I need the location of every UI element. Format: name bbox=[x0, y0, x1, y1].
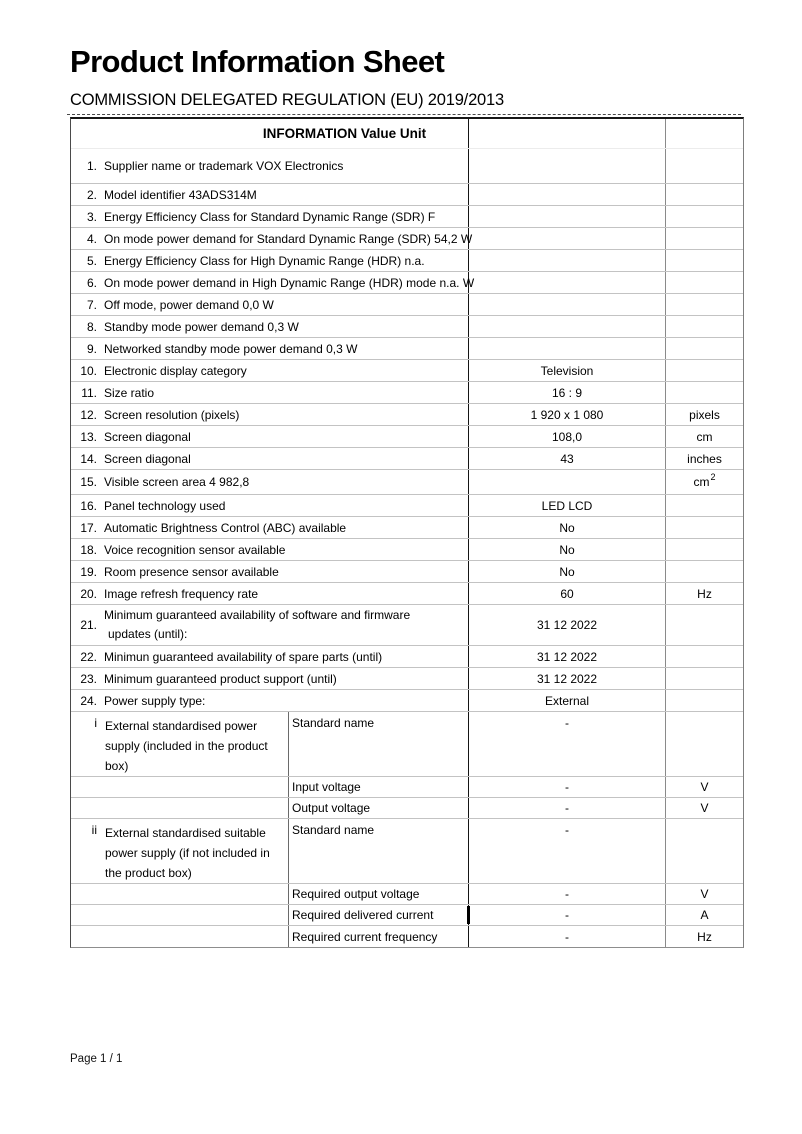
row-value bbox=[469, 250, 666, 271]
row-label-text: Off mode, power demand 0,0 W bbox=[104, 297, 274, 312]
row-number: 14. bbox=[80, 451, 97, 466]
row-label-text: Minimun guaranteed availability of spare parts (until) bbox=[104, 649, 383, 664]
row-sublabel: Required current frequency bbox=[289, 926, 469, 947]
row-number: 3. bbox=[86, 209, 97, 224]
row-label-text: Size ratio bbox=[104, 385, 155, 400]
row-label bbox=[71, 517, 469, 538]
table-header-label: INFORMATION Value Unit bbox=[71, 119, 469, 148]
table-row bbox=[71, 206, 743, 228]
unit-superscript: 2 bbox=[710, 472, 716, 482]
row-unit bbox=[666, 250, 743, 271]
row-label-text: Room presence sensor available bbox=[104, 564, 279, 579]
row-number: 15. bbox=[80, 475, 97, 489]
row-value bbox=[469, 228, 666, 249]
row-label-text: Minimum guaranteed availability of software and firmware updates (until): bbox=[104, 608, 411, 641]
row-unit bbox=[666, 206, 743, 227]
row-value bbox=[469, 470, 666, 494]
table-row bbox=[71, 184, 743, 206]
row-value bbox=[469, 294, 666, 315]
row-value bbox=[469, 272, 666, 293]
row-label bbox=[71, 690, 469, 711]
row-value: - bbox=[469, 884, 666, 904]
row-unit bbox=[666, 272, 743, 293]
row-value: 16 : 9 bbox=[469, 382, 666, 403]
row-label bbox=[71, 605, 469, 645]
row-number: 13. bbox=[80, 429, 97, 444]
row-label bbox=[71, 360, 469, 381]
row-label-text: Energy Efficiency Class for Standard Dynamic Range (SDR) F bbox=[104, 209, 436, 224]
row-value: LED LCD bbox=[469, 495, 666, 516]
table-body bbox=[71, 149, 743, 947]
row-label-text: Energy Efficiency Class for High Dynamic Range (HDR) n.a. bbox=[104, 253, 425, 268]
row-unit bbox=[666, 382, 743, 403]
row-value: 31 12 2022 bbox=[469, 646, 666, 667]
row-number: 24. bbox=[80, 693, 97, 708]
table-row bbox=[71, 798, 743, 819]
row-value: No bbox=[469, 561, 666, 582]
row-unit bbox=[666, 539, 743, 560]
row-unit: inches bbox=[687, 451, 722, 466]
row-unit: Hz bbox=[697, 929, 712, 944]
row-group-label-text: External standardised suitable power supply (if not included in the product box) bbox=[105, 826, 270, 880]
row-label bbox=[71, 382, 469, 403]
row-value: External bbox=[469, 690, 666, 711]
row-unit: V bbox=[700, 801, 709, 815]
row-unit: pixels bbox=[689, 407, 720, 422]
row-sublabel: Standard name bbox=[289, 712, 469, 776]
row-unit bbox=[666, 668, 743, 689]
row-unit bbox=[666, 646, 743, 667]
row-unit bbox=[666, 228, 743, 249]
row-label bbox=[71, 149, 469, 183]
table-row bbox=[71, 905, 743, 926]
table-row bbox=[71, 517, 743, 539]
row-value: No bbox=[469, 539, 666, 560]
row-unit: Hz bbox=[697, 586, 712, 601]
row-unit bbox=[666, 690, 743, 711]
row-label bbox=[71, 250, 469, 271]
row-label-text: Standby mode power demand 0,3 W bbox=[104, 319, 299, 334]
row-roman-numeral bbox=[77, 884, 97, 904]
row-unit bbox=[666, 561, 743, 582]
row-label bbox=[71, 426, 469, 447]
row-value: 1 920 x 1 080 bbox=[469, 404, 666, 425]
table-row bbox=[71, 382, 743, 404]
row-label-text: Screen diagonal bbox=[104, 451, 191, 466]
row-number: 4. bbox=[86, 231, 97, 246]
row-value: 31 12 2022 bbox=[469, 605, 666, 645]
row-unit bbox=[666, 360, 743, 381]
row-unit: cm bbox=[696, 429, 713, 444]
row-number: 7. bbox=[86, 297, 97, 312]
row-label bbox=[71, 646, 469, 667]
row-unit bbox=[666, 495, 743, 516]
row-number: 8. bbox=[86, 319, 97, 334]
row-unit bbox=[666, 517, 743, 538]
row-value: No bbox=[469, 517, 666, 538]
row-label bbox=[71, 338, 469, 359]
row-number: 21. bbox=[80, 618, 97, 632]
row-value: 43 bbox=[469, 448, 666, 469]
row-number: 5. bbox=[86, 253, 97, 268]
row-sublabel: Standard name bbox=[289, 819, 469, 883]
row-label bbox=[71, 272, 475, 293]
row-value: - bbox=[469, 798, 666, 818]
table-header-row bbox=[71, 119, 743, 149]
row-label-text: Supplier name or trademark VOX Electronics bbox=[104, 159, 344, 173]
row-roman-numeral: i bbox=[94, 716, 97, 730]
row-group-label bbox=[71, 798, 289, 818]
row-number: 20. bbox=[80, 586, 97, 601]
row-value bbox=[469, 338, 666, 359]
table-row bbox=[71, 404, 743, 426]
row-roman-numeral: ii bbox=[91, 823, 97, 837]
row-number: 23. bbox=[80, 671, 97, 686]
row-sublabel: Output voltage bbox=[289, 798, 469, 818]
table-row bbox=[71, 583, 743, 605]
row-label-text: Voice recognition sensor available bbox=[104, 542, 286, 557]
row-label-text: On mode power demand in High Dynamic Range (HDR) mode n.a. W bbox=[104, 275, 475, 290]
row-label bbox=[71, 316, 469, 337]
divider bbox=[67, 114, 741, 115]
table-row bbox=[71, 668, 743, 690]
row-roman-numeral bbox=[77, 905, 97, 925]
row-unit: V bbox=[700, 780, 709, 794]
row-number: 19. bbox=[80, 564, 97, 579]
row-unit bbox=[666, 294, 743, 315]
row-roman-numeral bbox=[77, 926, 97, 947]
table-row bbox=[71, 250, 743, 272]
row-value: - bbox=[469, 712, 666, 776]
row-number: 12. bbox=[80, 407, 97, 422]
table-row bbox=[71, 426, 743, 448]
row-value: - bbox=[469, 926, 666, 947]
row-value bbox=[469, 316, 666, 337]
row-label-text: Automatic Brightness Control (ABC) available bbox=[104, 520, 347, 535]
row-value: - bbox=[469, 777, 666, 797]
table-row bbox=[71, 819, 743, 884]
row-label-text: Screen diagonal bbox=[104, 429, 191, 444]
row-label-text: Screen resolution (pixels) bbox=[104, 407, 240, 422]
row-label-text: Networked standby mode power demand 0,3 W bbox=[104, 341, 358, 356]
table-row bbox=[71, 539, 743, 561]
table-row bbox=[71, 228, 743, 250]
row-label-text: Model identifier 43ADS314M bbox=[104, 187, 257, 202]
row-group-label bbox=[71, 905, 289, 925]
row-label bbox=[71, 228, 473, 249]
product-info-table bbox=[70, 117, 744, 948]
row-label bbox=[71, 495, 469, 516]
table-row bbox=[71, 272, 743, 294]
row-label bbox=[71, 184, 469, 205]
table-row bbox=[71, 294, 743, 316]
row-value bbox=[469, 149, 666, 183]
row-label-text: Minimum guaranteed product support (until) bbox=[104, 671, 337, 686]
row-value: - bbox=[469, 819, 666, 883]
row-label bbox=[71, 539, 469, 560]
row-unit bbox=[666, 184, 743, 205]
row-number: 22. bbox=[80, 649, 97, 664]
row-roman-numeral bbox=[77, 777, 97, 797]
row-value bbox=[469, 206, 666, 227]
table-row bbox=[71, 926, 743, 947]
table-header-unit-cell bbox=[666, 119, 743, 148]
row-unit: V bbox=[700, 887, 709, 901]
row-value: 108,0 bbox=[469, 426, 666, 447]
row-unit bbox=[666, 712, 743, 776]
row-value: 60 bbox=[469, 583, 666, 604]
row-label-text: Electronic display category bbox=[104, 363, 247, 378]
row-number: 2. bbox=[86, 187, 97, 202]
page-number: Page 1 / 1 bbox=[70, 1053, 123, 1065]
row-unit: cm $^2$ bbox=[693, 472, 716, 489]
row-number: 9. bbox=[86, 341, 97, 356]
row-label-text: On mode power demand for Standard Dynamic Range (SDR) 54,2 W bbox=[104, 231, 473, 246]
table-row bbox=[71, 360, 743, 382]
row-unit bbox=[666, 316, 743, 337]
table-row bbox=[71, 561, 743, 583]
row-unit bbox=[666, 149, 743, 183]
row-group-label bbox=[71, 819, 289, 883]
table-header-value-cell bbox=[469, 119, 666, 148]
row-roman-numeral bbox=[77, 798, 97, 818]
row-group-label bbox=[71, 777, 289, 797]
row-label bbox=[71, 561, 469, 582]
row-number: 16. bbox=[80, 498, 97, 513]
row-label bbox=[71, 404, 469, 425]
table-row bbox=[71, 777, 743, 798]
row-number: 1. bbox=[86, 159, 97, 173]
table-row bbox=[71, 149, 743, 184]
row-number: 11. bbox=[81, 385, 97, 400]
row-label bbox=[71, 470, 469, 494]
page-title: Product Information Sheet bbox=[70, 44, 445, 79]
row-label-text: Panel technology used bbox=[104, 498, 226, 513]
row-sublabel: Required delivered current bbox=[289, 905, 469, 925]
row-label-text: Image refresh frequency rate bbox=[104, 586, 259, 601]
table-row bbox=[71, 884, 743, 905]
table-row bbox=[71, 605, 743, 646]
row-unit: A bbox=[700, 908, 709, 922]
row-value: Television bbox=[469, 360, 666, 381]
table-row bbox=[71, 690, 743, 712]
table-row bbox=[71, 470, 743, 495]
row-group-label bbox=[71, 884, 289, 904]
row-number: 18. bbox=[80, 542, 97, 557]
row-label bbox=[71, 206, 469, 227]
page-subtitle: COMMISSION DELEGATED REGULATION (EU) 2019/2013 bbox=[70, 91, 504, 109]
row-unit bbox=[666, 819, 743, 883]
row-group-label bbox=[71, 712, 289, 776]
row-sublabel: Input voltage bbox=[289, 777, 469, 797]
row-group-label bbox=[71, 926, 289, 947]
table-row bbox=[71, 495, 743, 517]
row-label-text: Visible screen area 4 982,8 bbox=[104, 475, 250, 489]
table-row bbox=[71, 338, 743, 360]
table-row bbox=[71, 712, 743, 777]
row-unit bbox=[666, 605, 743, 645]
row-value: - bbox=[469, 905, 666, 925]
row-label bbox=[71, 668, 469, 689]
row-sublabel: Required output voltage bbox=[289, 884, 469, 904]
table-row bbox=[71, 448, 743, 470]
row-number: 6. bbox=[86, 275, 97, 290]
row-value bbox=[469, 184, 666, 205]
row-label bbox=[71, 583, 469, 604]
row-label bbox=[71, 294, 469, 315]
row-number: 17. bbox=[80, 520, 97, 535]
row-number: 10. bbox=[80, 363, 97, 378]
row-value: 31 12 2022 bbox=[469, 668, 666, 689]
table-row bbox=[71, 316, 743, 338]
row-group-label-text: External standardised power supply (included in the product box) bbox=[105, 719, 268, 773]
table-row bbox=[71, 646, 743, 668]
row-unit bbox=[666, 338, 743, 359]
row-label-text: Power supply type: bbox=[104, 693, 206, 708]
row-label bbox=[71, 448, 469, 469]
